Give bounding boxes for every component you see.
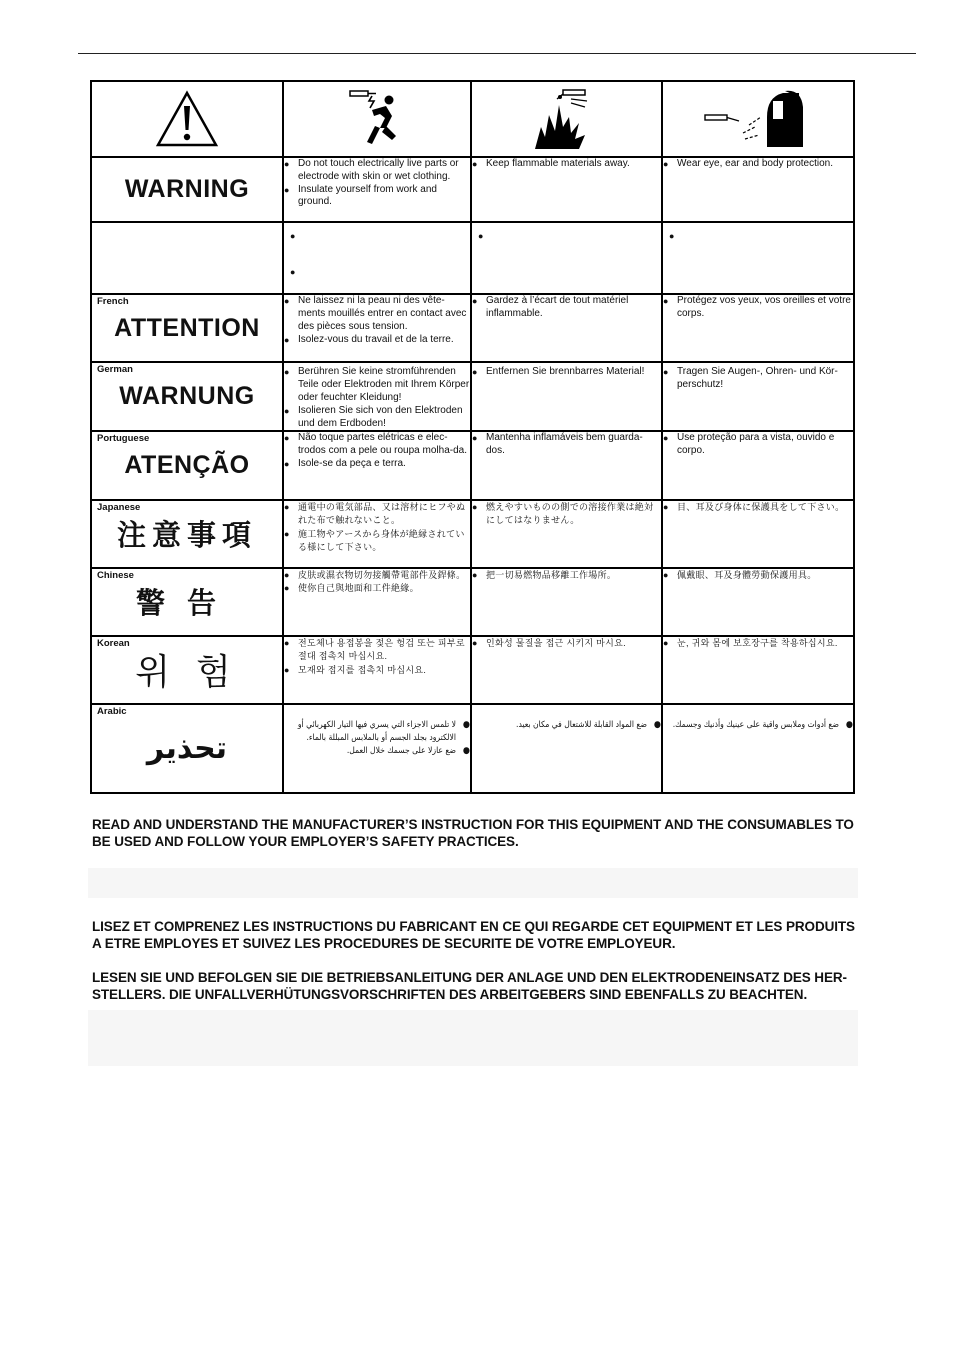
icon-cell-electric	[283, 81, 471, 157]
icon-row	[91, 81, 854, 157]
list-item: ● Entfernen Sie brennbarres Material!	[472, 366, 661, 379]
arc-rays-hazard-cell	[662, 500, 854, 568]
list-item: ● Insulate yourself from work and ground.	[284, 184, 470, 210]
list-item: ● 使你自己與地面和工件絶緣。	[284, 582, 470, 596]
list-item: ● Gardez à l’écart de tout matériel inflammable.	[472, 295, 661, 321]
list-item: ● 전도체나 용접봉을 젖은 헝겁 또는 피부로 절대 접촉치 마십시요.	[284, 637, 470, 664]
list-item: ● 佩戴眼、耳及身體勞動保護用具。	[663, 569, 853, 583]
list-item: ● 皮肤或濕衣物切勿接觸帶電部件及銲條。	[284, 569, 470, 583]
list-item: ● Não toque partes elétricas e elec-trodos com a pele ou roupa molha-da.	[284, 432, 470, 458]
list-item: ● 把一切易燃物品移離工作場所。	[472, 569, 661, 583]
fire-hazard-cell	[471, 431, 662, 499]
list-item: ● 인화성 물질을 접근 시키지 마시요.	[472, 637, 661, 651]
electric-hazard-cell	[283, 294, 471, 362]
bullet-dot: ●	[478, 231, 484, 242]
row-german	[91, 362, 854, 431]
list-item: ● ضع أدوات وملابس واقية على عينيك وأذنيك وجسمك.	[663, 719, 853, 732]
welding-arc-rays-icon	[703, 87, 813, 151]
lang-cell-portuguese	[91, 431, 283, 499]
instruction-english: READ AND UNDERSTAND THE MANUFACTURER’S INSTRUCTION FOR THIS EQUIPMENT AND THE CONSUMABLES TO BE USED AND FOLLOW YOUR EMPLOYER’S SAFETY PRACTICES.	[92, 817, 854, 849]
lang-cell-french	[91, 294, 283, 362]
icon-cell-fire	[471, 81, 662, 157]
bullet-dot: ●	[290, 267, 296, 278]
safety-warning-table	[90, 80, 855, 794]
arc-rays-hazard-cell	[662, 362, 854, 431]
list-item: ● Isolieren Sie sich von den Elektroden und dem Erdboden!	[284, 405, 470, 431]
warning-word: 警告	[135, 588, 238, 621]
list-item: ● 눈, 귀와 몸에 보호장구를 착용하십시요.	[663, 637, 853, 651]
lang-cell-japanese	[91, 500, 283, 568]
warning-word: ATTENTION	[114, 313, 260, 342]
lang-cell-english	[91, 157, 283, 222]
list-item: ● Protégez vos yeux, vos oreilles et votre corps.	[663, 295, 853, 321]
list-item: ● Do not touch electrically live parts or electrode with skin or wet clothing.	[284, 158, 470, 184]
electric-hazard-cell	[283, 362, 471, 431]
warning-word: 위 험	[135, 651, 239, 693]
header-rule	[78, 53, 916, 54]
instruction-german: LESEN SIE UND BEFOLGEN SIE DIE BETRIEBSANLEITUNG DER ANLAGE UND DEN ELEKTRODENEINSATZ DES HER-STELLERS. DIE UNFALLVERHÜTUNGSVORSCHRIFTEN DES ARBEITGEBERS SIND EBENFALLS ZU BEACHTEN.	[92, 970, 847, 1002]
fire-hazard-cell	[471, 157, 662, 222]
blank-cell	[662, 222, 854, 294]
row-english	[91, 157, 854, 222]
electric-hazard-cell	[283, 704, 471, 793]
language-name: Arabic	[97, 705, 127, 717]
icon-cell-arc-rays	[662, 81, 854, 157]
language-name: French	[97, 296, 129, 308]
fire-hazard-cell	[471, 500, 662, 568]
language-name: Chinese	[97, 569, 134, 581]
icon-cell-general	[91, 81, 283, 157]
electric-hazard-cell	[283, 568, 471, 636]
fire-hazard-cell	[471, 704, 662, 793]
warning-triangle-icon	[155, 90, 219, 148]
lang-cell-german	[91, 362, 283, 431]
row-japanese	[91, 500, 854, 568]
electric-hazard-cell	[283, 157, 471, 222]
language-name: Korean	[97, 637, 130, 649]
blank-cell	[471, 222, 662, 294]
bullet-dot: ●	[290, 231, 296, 242]
electric-shock-icon	[342, 88, 412, 150]
bullet-dot: ●	[669, 231, 675, 242]
blank-band	[88, 1010, 858, 1066]
list-item: ● Keep flammable materials away.	[472, 158, 661, 171]
arc-rays-hazard-cell	[662, 431, 854, 499]
fire-hazard-cell	[471, 294, 662, 362]
warning-word: WARNING	[124, 175, 250, 204]
language-name: Portuguese	[97, 433, 150, 445]
list-item: ● Isole-se da peça e terra.	[284, 458, 470, 471]
fire-hazard-cell	[471, 636, 662, 704]
blank-band	[88, 868, 858, 898]
row-french	[91, 294, 854, 362]
fire-hazard-cell	[471, 362, 662, 431]
electric-hazard-cell	[283, 636, 471, 704]
arc-rays-hazard-cell	[662, 157, 854, 222]
list-item: ● 目、耳及び身体に保護具をして下さい。	[663, 501, 853, 515]
electric-hazard-cell	[283, 500, 471, 568]
warning-word: WARNUNG	[119, 382, 255, 411]
row-portuguese	[91, 431, 854, 499]
blank-lang-cell	[91, 222, 283, 294]
list-item: ● 通電中の電気部品、又は溶材にヒフやぬれた布で触れないこと。	[284, 501, 470, 528]
row-blank	[91, 222, 854, 294]
list-item: ● Use proteção para a vista, ouvido e corpo.	[663, 432, 853, 458]
list-item: ● 施工物やアースから身体が絶縁されている様にして下さい。	[284, 528, 470, 555]
language-name: Japanese	[97, 501, 141, 513]
arc-rays-hazard-cell	[662, 636, 854, 704]
list-item: ● Wear eye, ear and body protection.	[663, 158, 853, 171]
list-item: ● Berühren Sie keine stromführenden Teile oder Elektroden mit Ihrem Körper oder feuchter Kleidung!	[284, 366, 470, 404]
list-item: ● Tragen Sie Augen-, Ohren- und Kör-perschutz!	[663, 366, 853, 392]
list-item: ● لا تلمس الاجزاء التي يسري فيها التيار الكهربائي أو الالكترود بجلد الجسم أو بالملابس المبللة بالماء.	[284, 719, 470, 745]
warning-word: ATENÇÃO	[124, 450, 250, 479]
list-item: ● 모재와 접지를 접촉치 마십시요.	[284, 664, 470, 678]
arc-rays-hazard-cell	[662, 294, 854, 362]
list-item: ● 燃えやすいものの側での溶接作業は絶対にしてはなりません。	[472, 501, 661, 528]
blank-cell	[283, 222, 471, 294]
lang-cell-korean	[91, 636, 283, 704]
lang-cell-chinese	[91, 568, 283, 636]
list-item: ● ضع المواد القابلة للاشتعال في مكان بعيد.	[472, 719, 661, 732]
lang-cell-arabic	[91, 704, 283, 793]
list-item: ● Isolez-vous du travail et de la terre.	[284, 334, 470, 347]
arc-rays-hazard-cell	[662, 704, 854, 793]
fire-hazard-cell	[471, 568, 662, 636]
row-korean	[91, 636, 854, 704]
row-chinese	[91, 568, 854, 636]
arc-rays-hazard-cell	[662, 568, 854, 636]
instruction-french: LISEZ ET COMPRENEZ LES INSTRUCTIONS DU FABRICANT EN CE QUI REGARDE CET EQUIPMENT ET LES PRODUITS A ETRE EMPLOYES ET SUIVEZ LES PROCEDURES DE SECURITE DE VOTRE EMPLOYEUR.	[92, 919, 855, 951]
language-name: German	[97, 364, 133, 376]
list-item: ● Ne laissez ni la peau ni des vête-ments mouillés entrer en contact avec des pièces sous tension.	[284, 295, 470, 333]
warning-word: 注意事項	[116, 520, 257, 553]
warning-word: تحذير	[146, 730, 228, 766]
electric-hazard-cell	[283, 431, 471, 499]
list-item: ● ضع عازلا على جسمك خلال العمل.	[284, 745, 470, 758]
fire-explosion-icon	[527, 87, 607, 151]
row-arabic	[91, 704, 854, 793]
list-item: ● Mantenha inflamáveis bem guarda-dos.	[472, 432, 661, 458]
